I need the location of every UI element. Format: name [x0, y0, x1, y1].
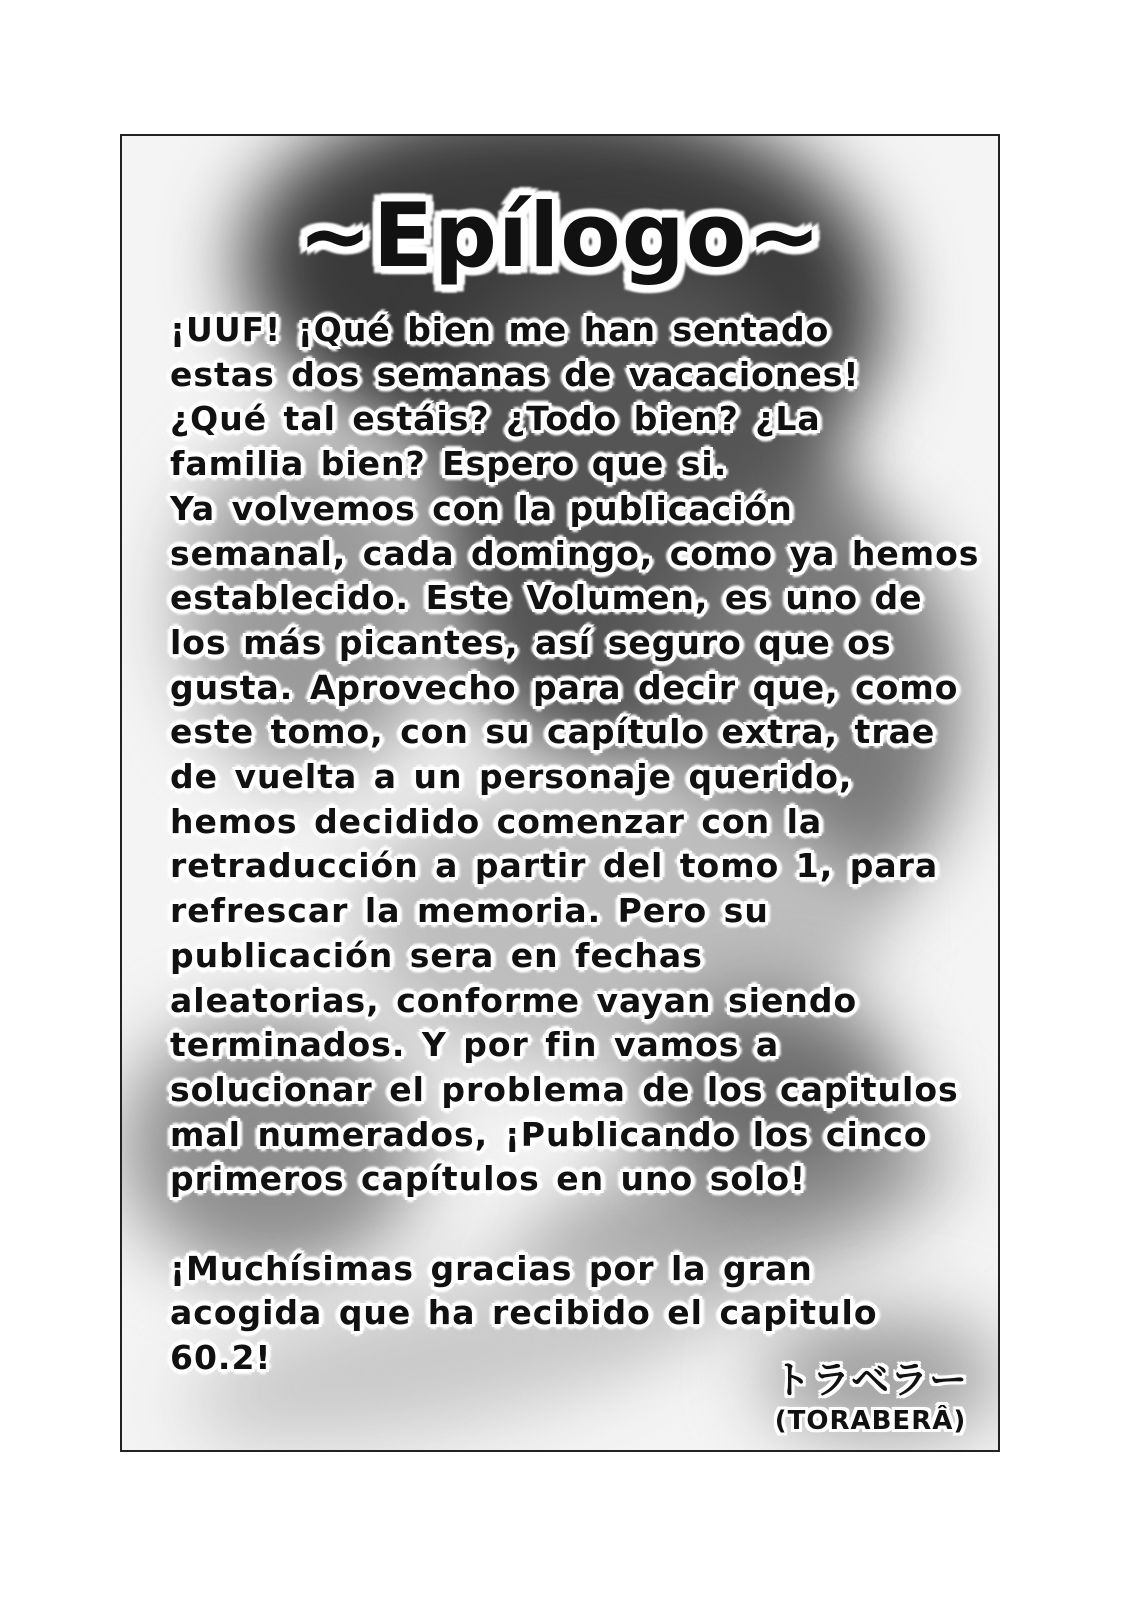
signature-romaji: (TORABERÂ): [774, 1406, 967, 1436]
text-line: refrescar la memoria. Pero su: [170, 891, 769, 931]
text-line: gusta. Aprovecho para decir que, como: [170, 667, 959, 707]
panel-content: [122, 136, 998, 1450]
text-line: aleatorias, conforme vayan siendo: [170, 980, 858, 1020]
text-line: primeros capítulos en uno solo!: [170, 1159, 807, 1199]
page-title: ~Epílogo~: [298, 184, 822, 287]
text-line: los más picantes, así seguro que os: [170, 622, 892, 662]
text-line: establecido. Este Volumen, es uno de: [170, 578, 923, 618]
signature-japanese: トラベラー: [772, 1358, 968, 1402]
text-line: solucionar el problema de los capitulos: [170, 1069, 959, 1109]
epilogue-text: [170, 308, 990, 1381]
text-line: estas dos semanas de vacaciones!: [170, 354, 860, 394]
text-line: hemos decidido comenzar con la: [170, 801, 823, 841]
paragraph-gap: [170, 1202, 990, 1247]
text-line: 60.2!: [170, 1338, 272, 1378]
text-line: Ya volvemos con la publicación: [170, 488, 793, 528]
text-line: retraducción a partir del tomo 1, para: [170, 846, 939, 886]
text-line: publicación sera en fechas: [170, 935, 703, 975]
text-line: ¿Qué tal estáis? ¿Todo bien? ¿La: [170, 399, 821, 439]
text-line: terminados. Y por fin vamos a: [170, 1025, 780, 1065]
text-line: de vuelta a un personaje querido,: [170, 757, 853, 797]
epilogue-panel: [120, 134, 1000, 1452]
text-line: ¡UUF! ¡Qué bien me han sentado: [170, 310, 830, 349]
text-line: acogida que ha recibido el capitulo: [170, 1293, 878, 1333]
text-line: familia bien? Espero que si.: [170, 444, 728, 484]
text-line: ¡Muchísimas gracias por la gran: [170, 1248, 813, 1288]
text-line: mal numerados, ¡Publicando los cinco: [170, 1114, 928, 1154]
signature: [773, 1356, 968, 1438]
text-line: este tomo, con su capítulo extra, trae: [170, 712, 936, 752]
text-line: semanal, cada domingo, como ya hemos: [170, 533, 980, 573]
